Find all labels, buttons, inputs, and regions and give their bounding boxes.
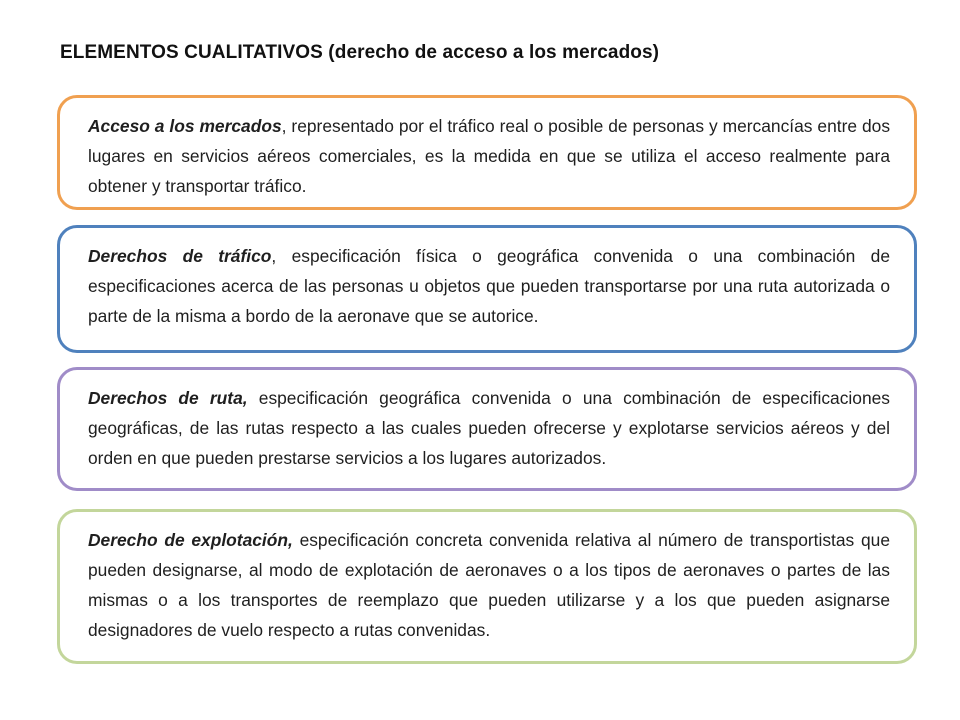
- card-route-rights: [57, 367, 917, 491]
- card-description: , representado por el tráfico real o posible de personas y mercancías entre dos lugares en servicios aéreos comerciales, es la medida en que se utiliza el acceso realmente para obtener y transportar tráfico.: [88, 116, 891, 196]
- card-description: especificación concreta convenida relativa al número de transportistas que pueden designarse, al modo de explotación de aeronaves o a los tipos de aeronaves o partes de las mismas o a los transportes de reemplazo que pueden utilizarse y a los que pueden asignarse designadores de vuelo respecto a rutas convenidas.: [88, 530, 890, 640]
- card-market-access: [57, 95, 917, 210]
- card-text: [88, 383, 890, 473]
- card-description: especificación geográfica convenida o una combinación de especificaciones geográficas, de las rutas respecto a las cuales pueden ofrecerse y explotarse servicios aéreos y del orden en que pueden prestarse servicios a los lugares autorizados.: [88, 388, 890, 468]
- card-term: Derechos de tráfico: [88, 246, 272, 266]
- card-operating-rights: [57, 509, 917, 664]
- card-text: [88, 241, 890, 331]
- card-description: , especificación física o geográfica convenida o una combinación de especificaciones acerca de las personas u objetos que pueden transportarse por una ruta autorizada o parte de la misma a bordo de la aeronave que se autorice.: [88, 246, 890, 326]
- card-text: [88, 111, 890, 201]
- card-term: Derecho de explotación,: [88, 530, 293, 550]
- card-text: [88, 525, 890, 645]
- card-traffic-rights: [57, 225, 917, 353]
- slide-title: ELEMENTOS CUALITATIVOS (derecho de acceso a los mercados): [60, 42, 660, 63]
- card-term: Derechos de ruta,: [88, 388, 248, 408]
- card-term: Acceso a los mercados: [88, 116, 282, 136]
